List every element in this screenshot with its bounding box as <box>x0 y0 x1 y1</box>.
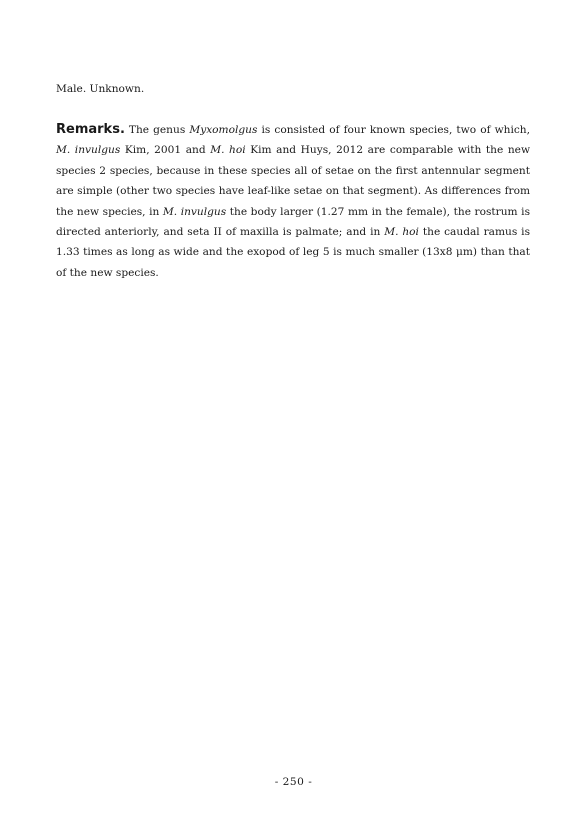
male-note: Male. Unknown. <box>56 83 145 95</box>
remarks-paragraph <box>56 120 530 283</box>
remarks-text: is consisted of four known species, two of which, <box>257 124 530 136</box>
genus-name: Myxomolgus <box>189 124 258 136</box>
remarks-text: Kim and Huys, 2012 are comparable with the new species 2 species, because in these species all of setae on the first antennular segment are simple (other two species have leaf-like setae on that segment). As differences from the new species, in <box>56 144 531 218</box>
page-number: - 250 - <box>274 776 313 788</box>
remarks-heading: Remarks. <box>56 122 125 137</box>
remarks-text: Kim, 2001 and <box>120 144 211 157</box>
species-name: M. invulgus <box>162 205 227 218</box>
species-name: M. hoi <box>210 144 246 157</box>
remarks-text: the body larger (1.27 mm in the female), the rostrum is directed anteriorly, and seta II of maxilla is palmate; and in <box>56 205 531 239</box>
species-name: M. invulgus <box>56 144 121 157</box>
remarks-text: the caudal ramus is 1.33 times as long as wide and the exopod of leg 5 is much smaller (13x8 μm) than that of the new species. <box>56 226 531 279</box>
species-name: M. hoi <box>384 226 419 239</box>
remarks-text: The genus <box>128 124 190 136</box>
